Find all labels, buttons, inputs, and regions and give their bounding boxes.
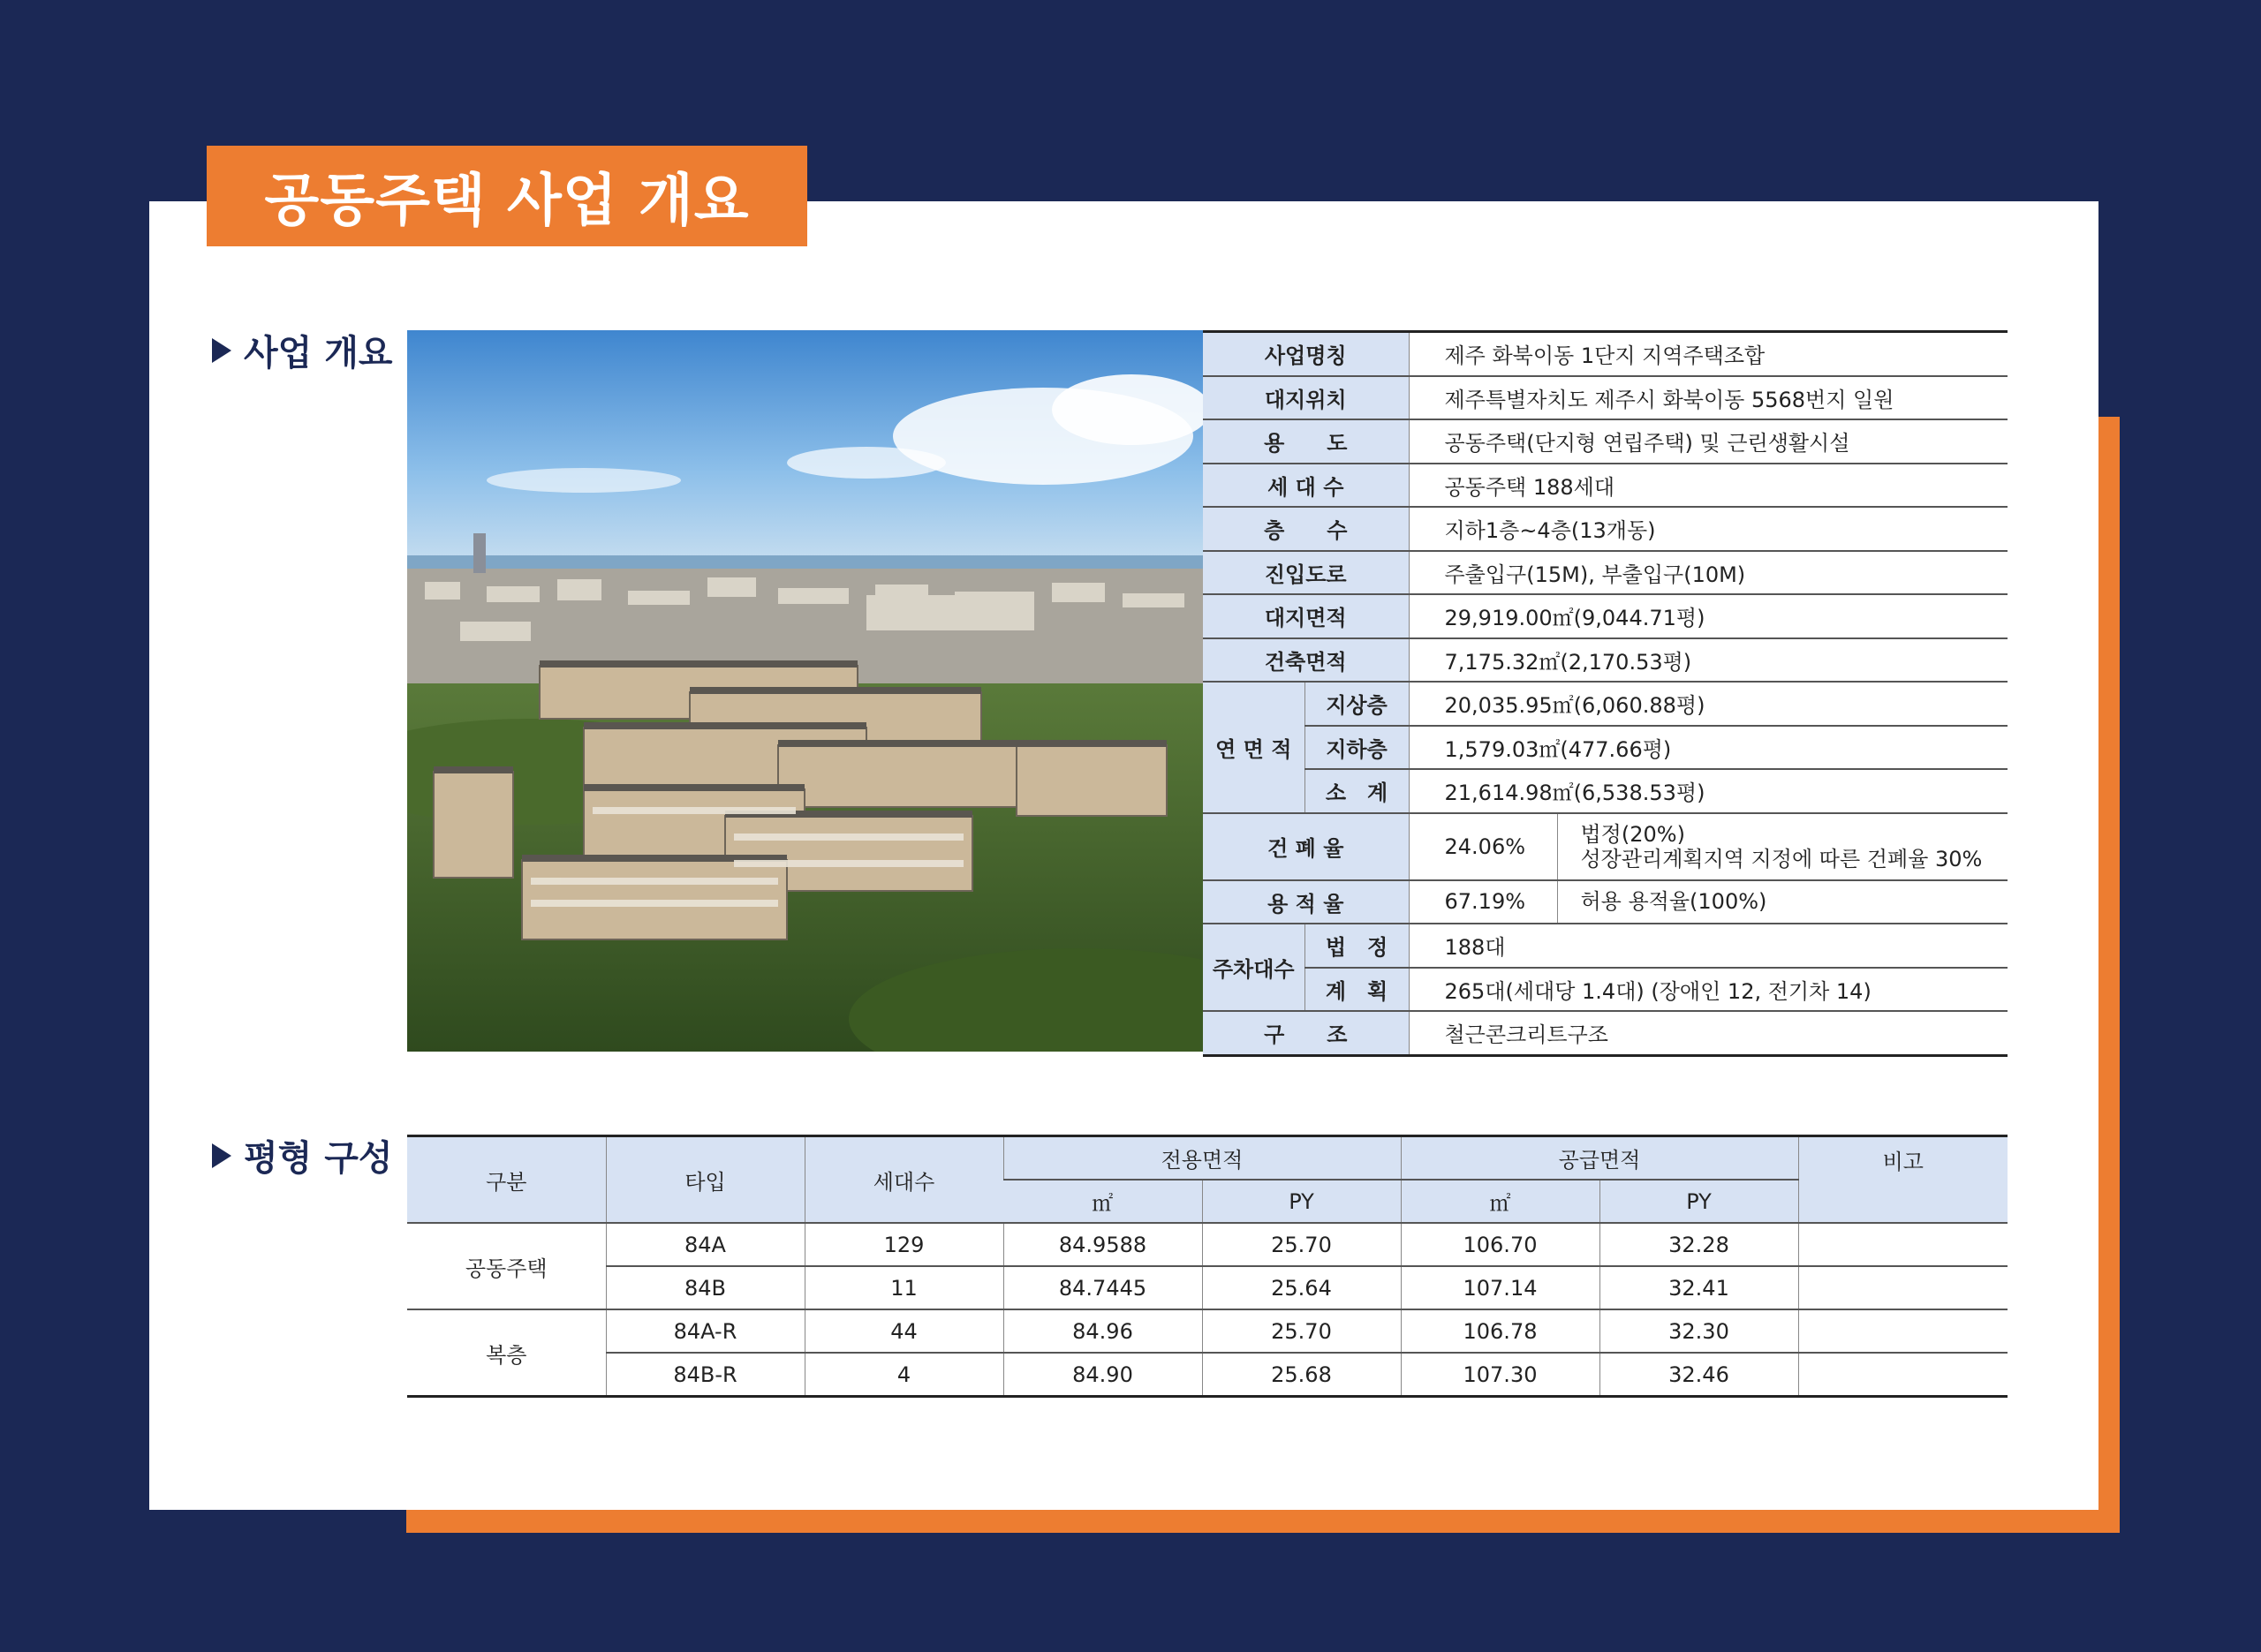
table-row (1203, 968, 2008, 1012)
table-row (1203, 682, 2008, 726)
row-value: 제주특별자치도 제주시 화북이동 5568번지 일원 (1409, 376, 2008, 420)
type-cell: 84B (606, 1266, 805, 1309)
project-overview-table (1203, 330, 2008, 1057)
header-exclusive-sqm: ㎡ (1003, 1180, 1202, 1223)
table-row (1203, 376, 2008, 420)
row-value: 공동주택 188세대 (1409, 464, 2008, 508)
header-supply-area: 공급면적 (1401, 1136, 1798, 1181)
row-value: 7,175.32㎡(2,170.53평) (1409, 638, 2008, 683)
gross-area-label: 연 면 적 (1203, 682, 1304, 813)
exclusive-sqm-cell: 84.7445 (1003, 1266, 1202, 1309)
row-label: 법 정 (1304, 924, 1409, 968)
table-row (407, 1266, 2008, 1309)
unit-type-table (407, 1135, 2008, 1398)
supply-sqm-cell: 107.30 (1401, 1353, 1599, 1397)
supply-py-cell: 32.30 (1599, 1309, 1798, 1353)
coverage-note-line2: 성장관리계획지역 지정에 따른 건폐율 30% (1580, 846, 1983, 871)
table-row (1203, 726, 2008, 770)
row-label: 건축면적 (1203, 638, 1409, 683)
units-cell: 44 (805, 1309, 1003, 1353)
row-value: 265대(세대당 1.4대) (장애인 12, 전기차 14) (1409, 968, 2008, 1012)
row-value: 1,579.03㎡(477.66평) (1409, 726, 2008, 770)
table-row (1203, 419, 2008, 464)
row-label: 소 계 (1304, 769, 1409, 813)
exclusive-sqm-cell: 84.96 (1003, 1309, 1202, 1353)
supply-py-cell: 32.46 (1599, 1353, 1798, 1397)
table-row (1203, 332, 2008, 376)
header-supply-sqm: ㎡ (1401, 1180, 1599, 1223)
table-row (1203, 551, 2008, 595)
table-row (407, 1223, 2008, 1266)
table-row (1203, 1011, 2008, 1055)
table-row (1203, 769, 2008, 813)
table-header-row (407, 1136, 2008, 1181)
row-label: 층 수 (1203, 507, 1409, 551)
row-value: 29,919.00㎡(9,044.71평) (1409, 594, 2008, 638)
type-cell: 84B-R (606, 1353, 805, 1397)
row-label: 용 도 (1203, 419, 1409, 464)
header-units: 세대수 (805, 1136, 1003, 1224)
row-value: 주출입구(15M), 부출입구(10M) (1409, 551, 2008, 595)
row-label: 진입도로 (1203, 551, 1409, 595)
row-value: 철근콘크리트구조 (1444, 1022, 1608, 1048)
complex-rendering-image (407, 330, 1203, 1052)
note-cell (1798, 1353, 2008, 1397)
page-title: 공동주택 사업 개요 (264, 169, 750, 234)
table-row (1203, 813, 2008, 880)
row-label: 사업명칭 (1203, 332, 1409, 376)
header-type: 타입 (606, 1136, 805, 1224)
exclusive-py-cell: 25.64 (1202, 1266, 1401, 1309)
table-row (407, 1309, 2008, 1353)
row-label: 구 조 (1203, 1011, 1409, 1055)
note-cell (1798, 1266, 2008, 1309)
parking-label: 주차대수 (1203, 924, 1304, 1011)
row-value: 21,614.98㎡(6,538.53평) (1409, 769, 2008, 813)
row-value: 지하1층~4층(13개동) (1409, 507, 2008, 551)
note-cell (1798, 1309, 2008, 1353)
header-note: 비고 (1798, 1136, 2008, 1224)
units-cell: 4 (805, 1353, 1003, 1397)
exclusive-sqm-cell: 84.9588 (1003, 1223, 1202, 1266)
header-exclusive-py: PY (1202, 1180, 1401, 1223)
row-value: 188대 (1409, 924, 2008, 968)
row-value: 24.06% (1409, 813, 1557, 880)
header-supply-py: PY (1599, 1180, 1798, 1223)
table-row (1203, 594, 2008, 638)
row-label: 세 대 수 (1203, 464, 1409, 508)
supply-py-cell: 32.41 (1599, 1266, 1798, 1309)
triangle-bullet-icon (212, 1143, 231, 1168)
supply-sqm-cell: 107.14 (1401, 1266, 1599, 1309)
category-cell: 공동주택 (407, 1223, 606, 1309)
header-category: 구분 (407, 1136, 606, 1224)
overview-heading-text: 사업 개요 (244, 333, 393, 373)
row-label: 지상층 (1304, 682, 1409, 726)
table-row (407, 1353, 2008, 1397)
exclusive-sqm-cell: 84.90 (1003, 1353, 1202, 1397)
table-row (1203, 880, 2008, 924)
coverage-note-line1: 법정(20%) (1580, 821, 1685, 847)
plan-section-heading (212, 1130, 393, 1181)
exclusive-py-cell: 25.70 (1202, 1309, 1401, 1353)
supply-sqm-cell: 106.78 (1401, 1309, 1599, 1353)
overview-section-heading (212, 325, 393, 375)
far-note: 허용 용적율(100%) (1557, 880, 2008, 924)
units-cell: 129 (805, 1223, 1003, 1266)
table-row (1203, 924, 2008, 968)
type-cell: 84A (606, 1223, 805, 1266)
type-cell: 84A-R (606, 1309, 805, 1353)
title-banner (207, 146, 807, 246)
coverage-note (1557, 813, 2008, 880)
category-cell: 복층 (407, 1309, 606, 1397)
row-value: 67.19% (1409, 880, 1557, 924)
supply-py-cell: 32.28 (1599, 1223, 1798, 1266)
table-row (1203, 638, 2008, 683)
plan-heading-text: 평형 구성 (244, 1138, 393, 1179)
triangle-bullet-icon (212, 338, 231, 363)
table-row (1203, 507, 2008, 551)
row-label: 용 적 율 (1203, 880, 1409, 924)
row-label: 계 획 (1304, 968, 1409, 1012)
units-cell: 11 (805, 1266, 1003, 1309)
note-cell (1798, 1223, 2008, 1266)
row-value: 20,035.95㎡(6,060.88평) (1409, 682, 2008, 726)
supply-sqm-cell: 106.70 (1401, 1223, 1599, 1266)
header-exclusive-area: 전용면적 (1003, 1136, 1401, 1181)
row-value: 공동주택(단지형 연립주택) 및 근린생활시설 (1409, 419, 2008, 464)
table-row (1203, 464, 2008, 508)
row-label: 대지면적 (1203, 594, 1409, 638)
row-value: 제주 화북이동 1단지 지역주택조합 (1409, 332, 2008, 376)
exclusive-py-cell: 25.68 (1202, 1353, 1401, 1397)
row-label: 건 폐 율 (1203, 813, 1409, 880)
exclusive-py-cell: 25.70 (1202, 1223, 1401, 1266)
row-label: 지하층 (1304, 726, 1409, 770)
row-label: 대지위치 (1203, 376, 1409, 420)
